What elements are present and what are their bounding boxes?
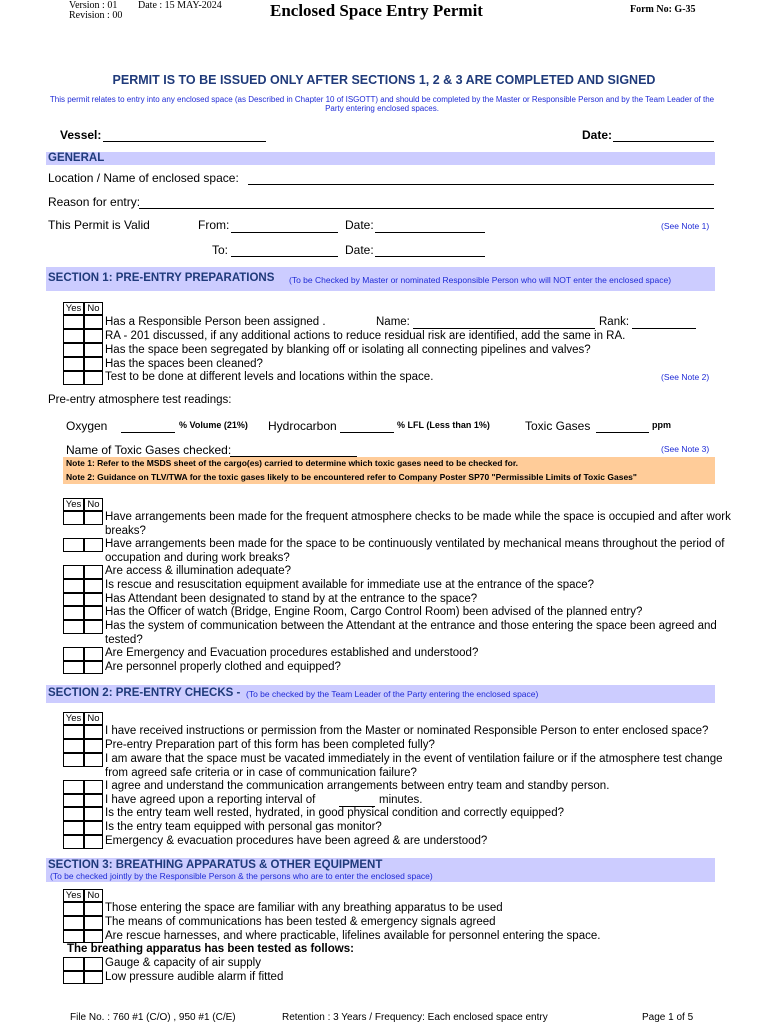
from-label: From: [198, 218, 230, 232]
question-comms-tested: The means of communications has been tested & emergency signals agreed [105, 916, 496, 928]
no-header: No [87, 890, 100, 901]
yes-checkbox[interactable] [63, 620, 84, 634]
footer-file-no: File No. : 760 #1 (C/O) , 950 #1 (C/E) [70, 1012, 236, 1023]
yes-checkbox[interactable] [63, 957, 84, 971]
footer-page-number: Page 1 of 5 [642, 1012, 694, 1023]
to-date-label: Date: [345, 243, 374, 257]
yes-header: Yes [65, 890, 82, 901]
no-checkbox[interactable] [84, 606, 103, 620]
yes-checkbox[interactable] [63, 511, 84, 525]
section3-title: SECTION 3: BREATHING APPARATUS & OTHER EQUIPMENT [48, 859, 383, 871]
toxic-names-label: Name of Toxic Gases checked: [66, 443, 232, 457]
yes-checkbox[interactable] [63, 606, 84, 620]
from-date-label: Date: [345, 218, 374, 232]
yes-checkbox[interactable] [63, 329, 84, 343]
section2-subtitle: (To be checked by the Team Leader of the Party entering the enclosed space) [246, 689, 539, 699]
general-band [46, 152, 715, 165]
no-checkbox[interactable] [84, 971, 103, 984]
rank-label: Rank: [599, 316, 630, 328]
permit-heading: PERMIT IS TO BE ISSUED ONLY AFTER SECTIONS 1, 2 & 3 ARE COMPLETED AND SIGNED [112, 73, 656, 87]
check-access: Are access & illumination adequate? [105, 565, 292, 577]
check-officer-watch: Has the Officer of watch (Bridge, Engine Room, Cargo Control Room) been advised of the planned entry? [105, 606, 643, 618]
toxic-gases-label: Toxic Gases [525, 419, 591, 433]
yes-checkbox[interactable] [63, 579, 84, 593]
permit-intro-text: This permit relates to entry into any enclosed space (as Described in Chapter 10 of ISGOTT) and should be completed by the Master or Responsible Person and by the Team Leader of the Party entering enclosed spaces. [49, 95, 715, 113]
no-checkbox[interactable] [84, 780, 103, 794]
question-team-rested: Is the entry team well rested, hydrated, in good physical condition and correctly equipped? [105, 807, 564, 819]
yes-checkbox[interactable] [63, 565, 84, 579]
question-vacate-awareness: I am aware that the space must be vacated immediately in the event of ventilation failure or if the atmosphere test change from agreed safe criteria or in case of communication failure? [105, 753, 723, 779]
question-ra: RA - 201 discussed, if any additional actions to reduce residual risk are identified, add the same in RA. [105, 330, 626, 342]
no-checkbox[interactable] [84, 357, 103, 371]
no-checkbox[interactable] [84, 511, 103, 525]
to-label: To: [212, 243, 229, 257]
no-checkbox[interactable] [84, 739, 103, 753]
no-checkbox[interactable] [84, 371, 103, 385]
yes-header: Yes [65, 713, 82, 724]
section1-band [46, 267, 715, 291]
yes-checkbox[interactable] [63, 371, 84, 385]
top-date-field[interactable] [613, 141, 714, 142]
no-checkbox[interactable] [84, 916, 103, 930]
check-emergency: Are Emergency and Evacuation procedures established and understood? [105, 647, 479, 659]
reason-label: Reason for entry: [48, 195, 141, 209]
hydrocarbon-label: Hydrocarbon [268, 419, 337, 433]
question-evacuation-procedures: Emergency & evacuation procedures have been agreed & are understood? [105, 835, 488, 847]
section1-title: SECTION 1: PRE-ENTRY PREPARATIONS [48, 272, 275, 284]
form-number: Form No: G-35 [630, 4, 696, 15]
question-test-levels: Test to be done at different levels and locations within the space. [105, 371, 434, 383]
yes-checkbox[interactable] [63, 343, 84, 357]
yes-checkbox[interactable] [63, 315, 84, 329]
oxygen-unit: % Volume (21%) [179, 420, 248, 430]
name-label: Name: [376, 316, 410, 328]
readings-label: Pre-entry atmosphere test readings: [48, 394, 232, 406]
yes-checkbox[interactable] [63, 725, 84, 739]
no-checkbox[interactable] [84, 725, 103, 739]
hydrocarbon-field[interactable] [340, 432, 394, 433]
section3-band [46, 858, 715, 882]
toxic-gases-field[interactable] [596, 432, 649, 433]
hydrocarbon-unit: % LFL (Less than 1%) [397, 420, 490, 430]
vessel-label: Vessel: [60, 128, 102, 142]
reason-field[interactable] [139, 208, 714, 209]
no-checkbox[interactable] [84, 835, 103, 849]
no-header: No [87, 499, 100, 510]
check-ventilation: Have arrangements been made for the space to be continuously ventilated by mechanical means throughout the period of occupation and during work breaks? [105, 538, 725, 564]
no-checkbox[interactable] [84, 593, 103, 606]
question-preparation-complete: Pre-entry Preparation part of this form has been completed fully? [105, 739, 435, 751]
vessel-field[interactable] [103, 141, 266, 142]
no-checkbox[interactable] [84, 794, 103, 807]
no-header: No [87, 303, 100, 314]
yes-checkbox[interactable] [63, 739, 84, 753]
yes-checkbox[interactable] [63, 971, 84, 984]
section2-title: SECTION 2: PRE-ENTRY CHECKS - [48, 687, 241, 699]
question-rescue-harnesses: Are rescue harnesses, and where practicable, lifelines available for personnel entering the space. [105, 930, 601, 942]
yes-checkbox[interactable] [63, 835, 84, 849]
question-cleaned: Has the spaces been cleaned? [105, 358, 263, 370]
yes-checkbox[interactable] [63, 780, 84, 794]
oxygen-field[interactable] [121, 432, 175, 433]
no-checkbox[interactable] [84, 538, 103, 552]
check-communication: Has the system of communication between the Attendant at the entrance and those entering the space been agreed and tested? [105, 620, 717, 646]
no-checkbox[interactable] [84, 565, 103, 579]
no-checkbox[interactable] [84, 329, 103, 343]
section3-subtitle: (To be checked jointly by the Responsible Person & the persons who are to enter the enclosed space) [50, 871, 433, 881]
date-label: Date : 15 MAY-2024 [138, 0, 222, 11]
no-checkbox[interactable] [84, 930, 103, 943]
check-clothing: Are personnel properly clothed and equipped? [105, 661, 341, 673]
responsible-rank-field[interactable] [632, 328, 696, 329]
yes-checkbox[interactable] [63, 357, 84, 371]
no-checkbox[interactable] [84, 579, 103, 593]
question-gas-monitor: Is the entry team equipped with personal gas monitor? [105, 821, 382, 833]
question-gauge-capacity: Gauge & capacity of air supply [105, 957, 261, 969]
note-2 [63, 470, 715, 484]
no-checkbox[interactable] [84, 620, 103, 634]
yes-checkbox[interactable] [63, 661, 84, 674]
yes-header: Yes [65, 499, 82, 510]
question-segregated: Has the space been segregated by blanking off or isolating all connecting pipelines and valves? [105, 344, 591, 356]
note-2-text: Note 2: Guidance on TLV/TWA for the toxic gases likely to be encountered refer to Company Poster SP70 "Permissible Limits of Toxic Gases" [66, 472, 637, 482]
yes-checkbox[interactable] [63, 821, 84, 835]
no-checkbox[interactable] [84, 343, 103, 357]
revision-label: Revision : 00 [69, 10, 123, 21]
question-reporting-interval: I have agreed upon a reporting interval of [105, 794, 316, 806]
no-checkbox[interactable] [84, 315, 103, 329]
to-field[interactable] [231, 256, 338, 257]
no-checkbox[interactable] [84, 902, 103, 916]
no-checkbox[interactable] [84, 821, 103, 835]
ba-tested-heading: The breathing apparatus has been tested as follows: [67, 943, 354, 955]
section2-band [46, 685, 715, 703]
yes-header: Yes [65, 303, 82, 314]
location-label: Location / Name of enclosed space: [48, 171, 239, 185]
yes-checkbox[interactable] [63, 807, 84, 821]
top-date-label: Date: [582, 128, 613, 142]
check-atmosphere: Have arrangements been made for the frequent atmosphere checks to be made while the space is occupied and after work breaks? [105, 511, 731, 537]
question-low-pressure-alarm: Low pressure audible alarm if fitted [105, 971, 284, 983]
minutes-label: minutes. [379, 794, 423, 806]
note-1-text: Note 1: Refer to the MSDS sheet of the cargo(es) carried to determine which toxic gases need to be checked for. [66, 458, 519, 468]
oxygen-label: Oxygen [66, 419, 108, 433]
question-ba-familiar: Those entering the space are familiar with any breathing apparatus to be used [105, 902, 503, 914]
from-date-field[interactable] [375, 232, 485, 233]
no-checkbox[interactable] [84, 647, 103, 661]
yes-checkbox[interactable] [63, 916, 84, 930]
valid-label: This Permit is Valid [48, 218, 150, 232]
footer-retention: Retention : 3 Years / Frequency: Each enclosed space entry [282, 1012, 548, 1023]
responsible-name-field[interactable] [413, 328, 595, 329]
see-note-2: (See Note 2) [661, 372, 710, 382]
see-note-3: (See Note 3) [661, 444, 710, 454]
page-title: Enclosed Space Entry Permit [270, 1, 483, 20]
no-checkbox[interactable] [84, 807, 103, 821]
section1-subtitle: (To be Checked by Master or nominated Responsible Person who will NOT enter the enclosed space) [289, 275, 672, 285]
yes-checkbox[interactable] [63, 794, 84, 807]
yes-checkbox[interactable] [63, 753, 84, 767]
question-communication-arrangements: I agree and understand the communication arrangements between entry team and standby person. [105, 780, 610, 792]
no-checkbox[interactable] [84, 753, 103, 767]
question-received-instructions: I have received instructions or permission from the Master or nominated Responsible Person to enter enclosed space? [105, 725, 709, 737]
note-1 [63, 457, 715, 470]
yes-checkbox[interactable] [63, 930, 84, 943]
general-title: GENERAL [48, 152, 105, 164]
no-checkbox[interactable] [84, 957, 103, 971]
question-responsible-person: Has a Responsible Person been assigned . [105, 316, 326, 328]
from-field[interactable] [231, 232, 338, 233]
no-checkbox[interactable] [84, 661, 103, 674]
yes-checkbox[interactable] [63, 647, 84, 661]
no-header: No [87, 713, 100, 724]
to-date-field[interactable] [375, 256, 485, 257]
see-note-1: (See Note 1) [661, 221, 710, 231]
check-attendant: Has Attendant been designated to stand by at the entrance to the space? [105, 593, 478, 605]
yes-checkbox[interactable] [63, 902, 84, 916]
version-label: Version : 01 [69, 0, 118, 11]
toxic-gases-unit: ppm [652, 420, 671, 430]
yes-checkbox[interactable] [63, 593, 84, 606]
location-field[interactable] [248, 184, 714, 185]
yes-checkbox[interactable] [63, 538, 84, 552]
check-rescue-equipment: Is rescue and resuscitation equipment available for immediate use at the entrance of the space? [105, 579, 595, 591]
